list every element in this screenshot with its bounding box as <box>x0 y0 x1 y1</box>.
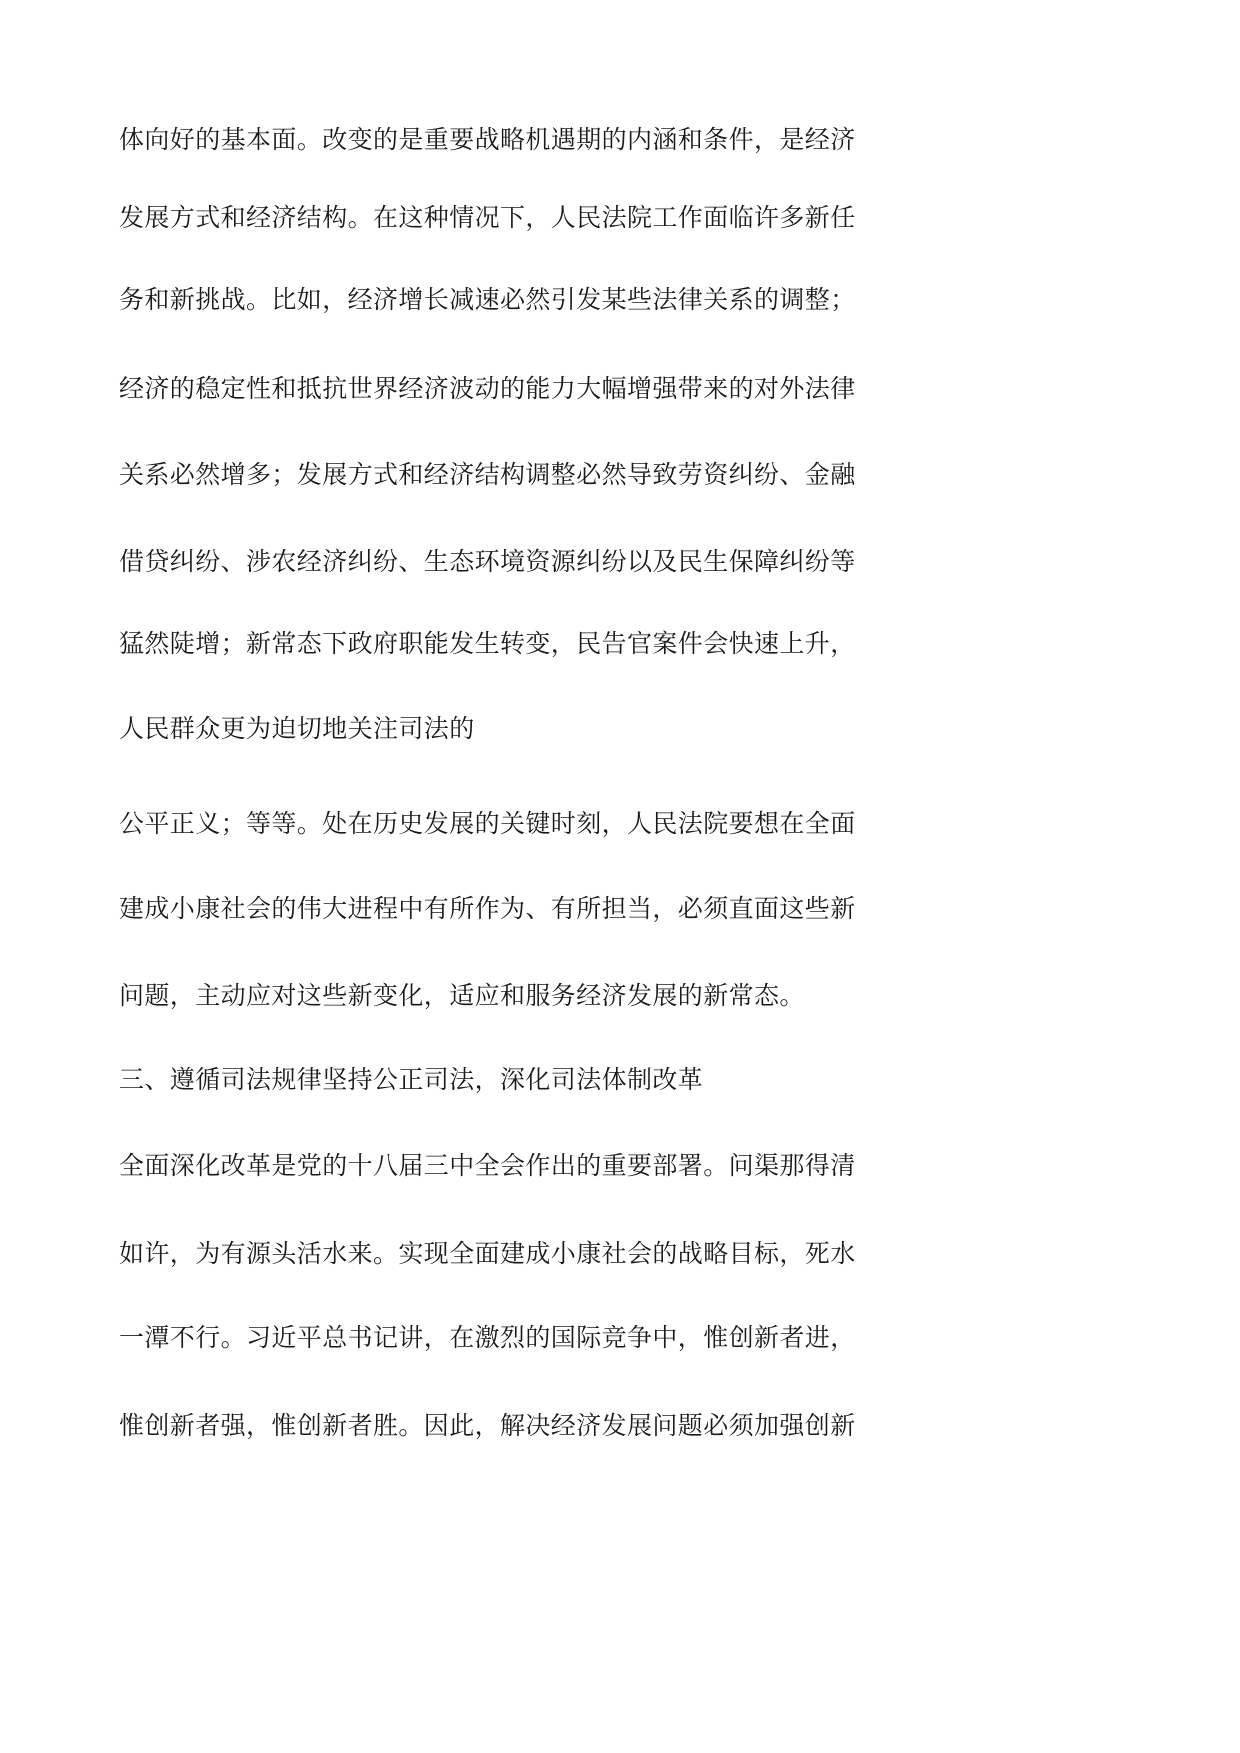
text-line: 关系必然增多；发展方式和经济结构调整必然导致劳资纠纷、金融 <box>119 460 856 489</box>
text-line: 全面深化改革是党的十八届三中全会作出的重要部署。问渠那得清 <box>119 1151 856 1180</box>
text-line: 建成小康社会的伟大进程中有所作为、有所担当，必须直面这些新 <box>119 894 856 923</box>
text-line: 人民群众更为迫切地关注司法的 <box>119 714 475 743</box>
text-line: 一潭不行。习近平总书记讲，在激烈的国际竞争中，惟创新者进， <box>119 1323 856 1352</box>
text-line: 惟创新者强，惟创新者胜。因此，解决经济发展问题必须加强创新 <box>119 1411 856 1440</box>
text-line: 发展方式和经济结构。在这种情况下，人民法院工作面临许多新任 <box>119 203 856 232</box>
text-line: 经济的稳定性和抵抗世界经济波动的能力大幅增强带来的对外法律 <box>119 374 856 403</box>
text-line: 务和新挑战。比如，经济增长减速必然引发某些法律关系的调整； <box>119 285 856 314</box>
text-line: 体向好的基本面。改变的是重要战略机遇期的内涵和条件，是经济 <box>119 125 856 154</box>
text-line: 问题，主动应对这些新变化，适应和服务经济发展的新常态。 <box>119 981 805 1010</box>
text-line: 如许，为有源头活水来。实现全面建成小康社会的战略目标，死水 <box>119 1239 856 1268</box>
text-line: 公平正义；等等。处在历史发展的关键时刻，人民法院要想在全面 <box>119 809 856 838</box>
section-heading: 三、遵循司法规律坚持公正司法，深化司法体制改革 <box>119 1065 704 1094</box>
text-line: 猛然陡增；新常态下政府职能发生转变，民告官案件会快速上升， <box>119 629 856 658</box>
text-line: 借贷纠纷、涉农经济纠纷、生态环境资源纠纷以及民生保障纠纷等 <box>119 547 856 576</box>
